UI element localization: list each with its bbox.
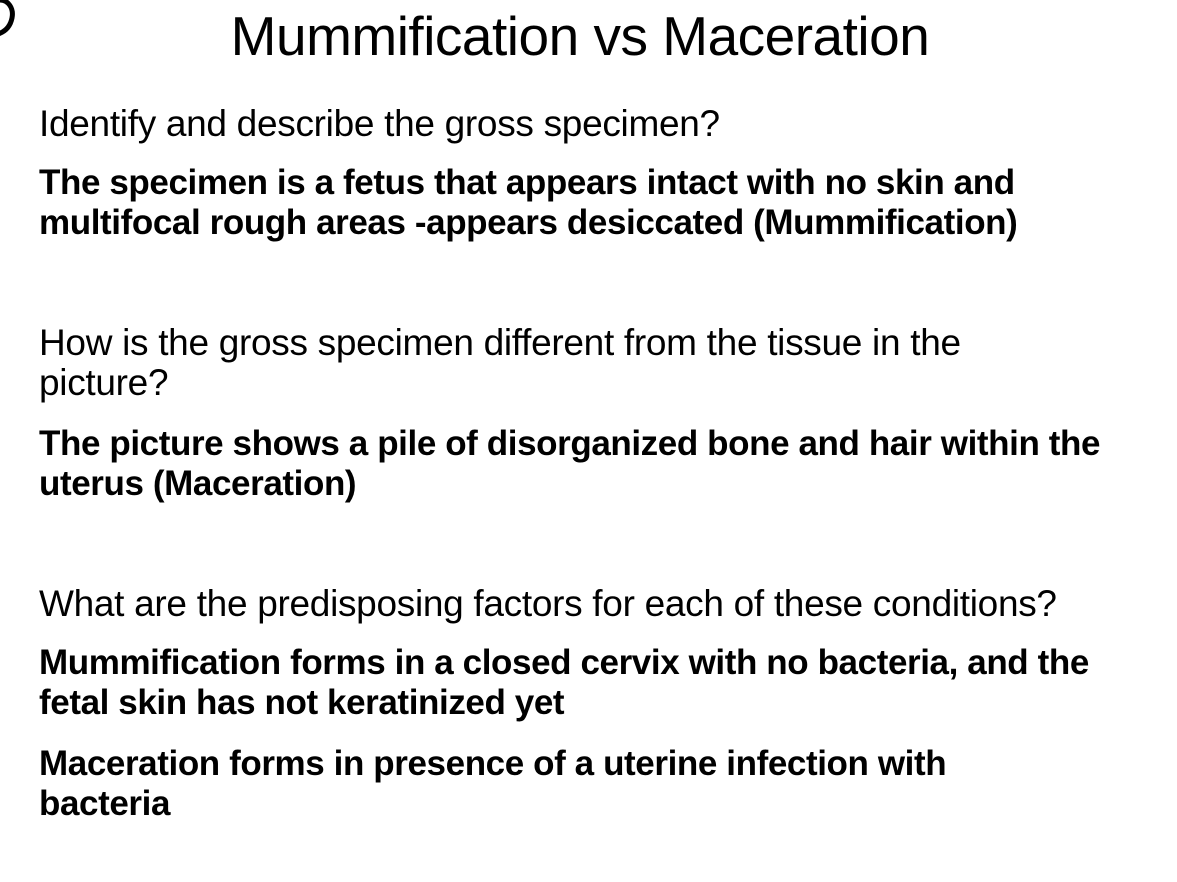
answer-1: The specimen is a fetus that appears intact with no skin and multifocal rough areas -appears desiccated (Mummification) [39, 163, 1018, 242]
slide-title: Mummification vs Maceration [230, 5, 930, 67]
answer-3a: Mummification forms in a closed cervix with no bacteria, and the fetal skin has not keratinized yet [39, 643, 1089, 722]
question-3: What are the predisposing factors for each of these conditions? [39, 583, 1057, 624]
answer-2: The picture shows a pile of disorganized bone and hair within the uterus (Maceration) [39, 424, 1101, 503]
answer-3b: Maceration forms in presence of a uterine infection with bacteria [39, 744, 947, 823]
question-1: Identify and describe the gross specimen? [39, 103, 720, 144]
question-2: How is the gross specimen different from the tissue in the picture? [39, 322, 961, 403]
